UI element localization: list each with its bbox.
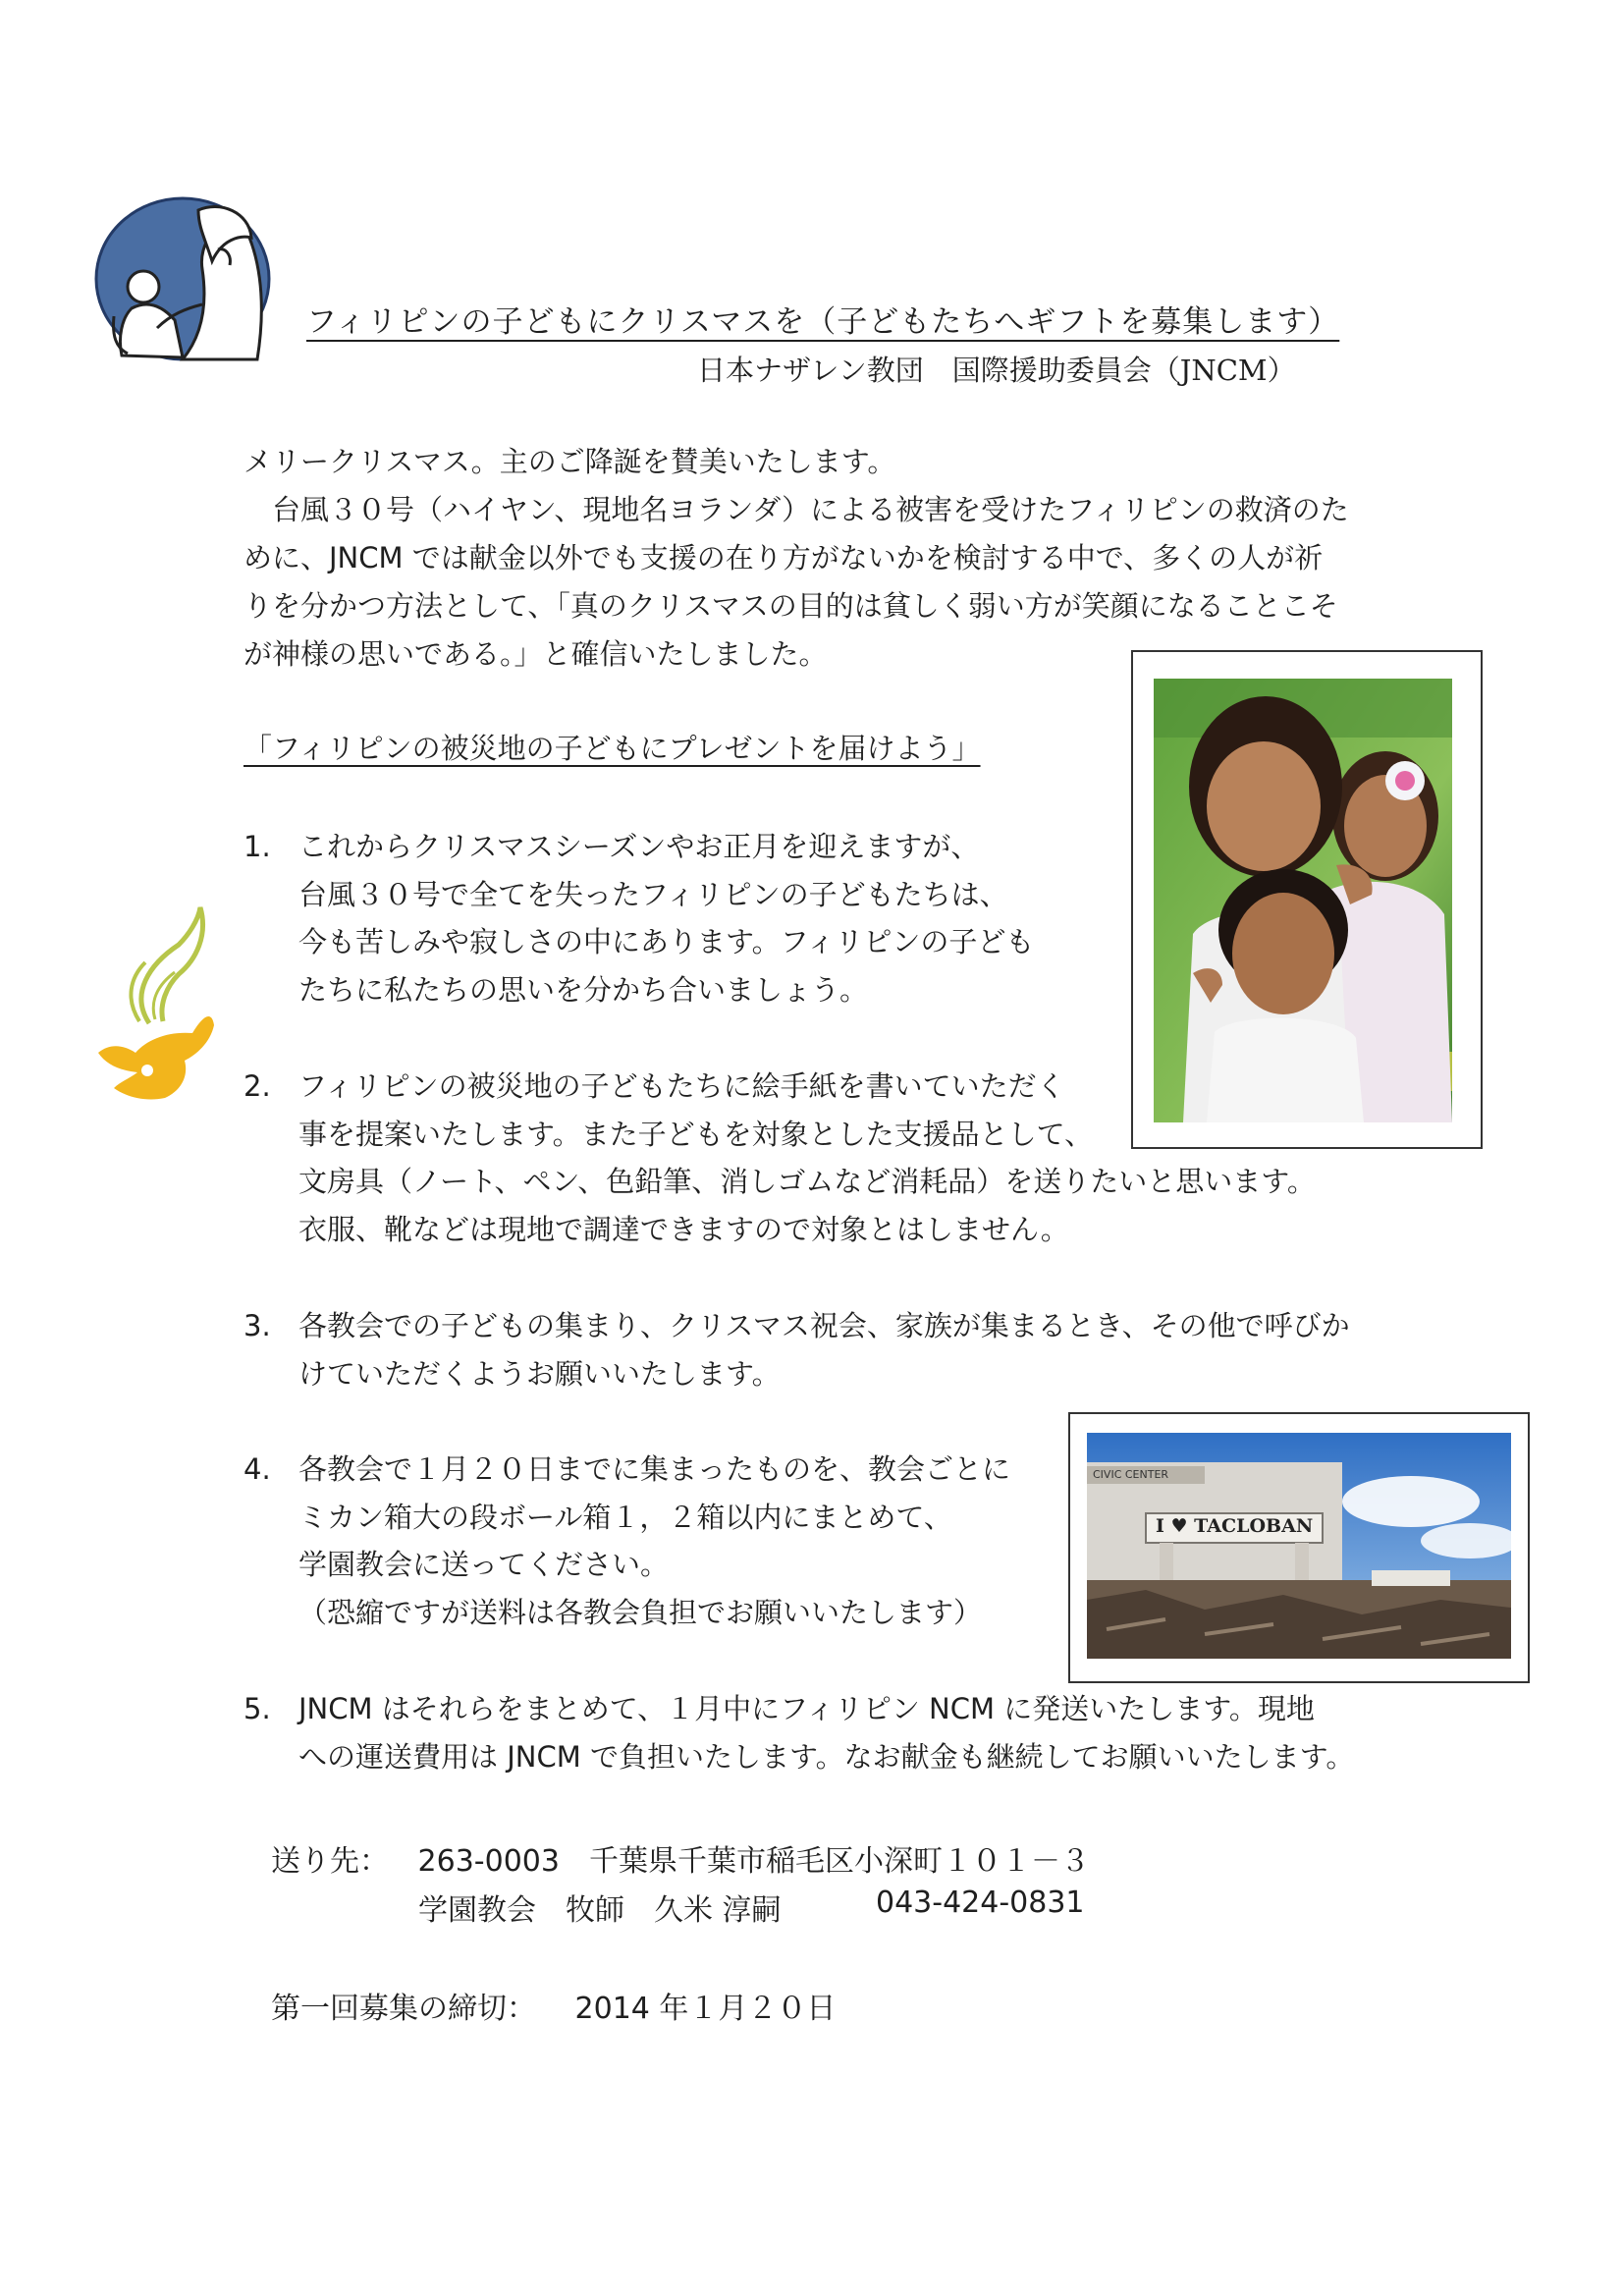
item-line: 各教会で１月２０日までに集まったものを、教会ごとに (298, 1452, 1011, 1486)
intro-line: りを分かつ方法として、「真のクリスマスの目的は貧しく弱い方が笑顔になることこそ (243, 589, 1338, 623)
item-line: 事を提案いたします。また子どもを対象とした支援品として、 (298, 1117, 1094, 1151)
deadline-date: 2014 年１月２０日 (574, 1992, 837, 2026)
item-number: 2. (243, 1069, 271, 1103)
tacloban-photo (1087, 1433, 1511, 1659)
list-item (243, 1685, 1354, 1780)
children-photo-frame (1131, 650, 1483, 1149)
intro-line: 台風３０号（ハイヤン、現地名ヨランダ）による被害を受けたフィリピンの救済のた (243, 493, 1349, 526)
intro-paragraph (243, 438, 1349, 679)
item-line: （恐縮ですが送料は各教会負担でお願いいたします） (298, 1595, 983, 1629)
item-line: フィリピンの被災地の子どもたちに絵手紙を書いていただく (298, 1069, 1065, 1103)
section-heading: 「フィリピンの被災地の子どもにプレゼントを届けよう」 (243, 732, 981, 765)
item-line: への運送費用は JNCM で負担いたします。なお献金も継続してお願いいたします。 (298, 1739, 1355, 1774)
organization-name: 日本ナザレン教団 国際援助委員会（JNCM） (697, 354, 1296, 387)
item-line: 今も苦しみや寂しさの中にあります。フィリピンの子ども (298, 925, 1035, 958)
item-number: 4. (243, 1452, 271, 1486)
item-line: 台風３０号で全てを失ったフィリピンの子どもたちは、 (298, 877, 1008, 911)
phone-number: 043-424-0831 (876, 1886, 1085, 1920)
intro-line: が神様の思いである。」と確信いたしました。 (243, 637, 828, 671)
deadline-label: 第一回募集の締切： (271, 1992, 536, 2026)
address-church: 学園教会 牧師 久米 淳嗣 (418, 1893, 782, 1928)
item-line: 学園教会に送ってください。 (298, 1548, 670, 1581)
item-line: ミカン箱大の段ボール箱１，２箱以内にまとめて、 (298, 1500, 952, 1534)
address-line: 263-0003 千葉県千葉市稲毛区小深町１０１－３ (417, 1844, 1090, 1879)
address-label: 送り先： (271, 1844, 389, 1879)
tacloban-photo-frame (1068, 1412, 1530, 1683)
deadline (271, 1984, 836, 2027)
intro-line: めに、JNCM では献金以外でも支援の在り方がないかを検討する中で、多くの人が祈 (243, 541, 1324, 574)
item-line: これからクリスマスシーズンやお正月を迎えますが、 (298, 830, 980, 863)
civic-center-sign: CIVIC CENTER (1093, 1468, 1169, 1481)
mother-child-logo-icon (92, 191, 279, 363)
list-item (243, 1302, 1350, 1397)
item-line: 衣服、靴などは現地で調達できますので対象とはしません。 (298, 1212, 1069, 1246)
item-line: たちに私たちの思いを分かち合いましょう。 (298, 972, 869, 1007)
children-photo (1154, 679, 1452, 1122)
item-line: JNCM はそれらをまとめて、１月中にフィリピン NCM に発送いたします。現地 (298, 1692, 1315, 1725)
item-number: 1. (243, 830, 271, 863)
page-title: フィリピンの子どもにクリスマスを（子どもたちへギフトを募集します） (306, 304, 1340, 340)
list-item (243, 1446, 1010, 1636)
item-number: 5. (243, 1692, 271, 1725)
list-item (243, 823, 1034, 1013)
item-line: 各教会での子どもの集まり、クリスマス祝会、家族が集まるとき、その他で呼びか (298, 1309, 1350, 1342)
item-line: けていただくようお願いいたします。 (298, 1356, 781, 1391)
tacloban-sign: I ♥ TACLOBAN (1156, 1515, 1314, 1537)
item-line: 文房具（ノート、ペン、色鉛筆、消しゴムなど消耗品）を送りたいと思います。 (298, 1165, 1316, 1198)
intro-line: メリークリスマス。主のご降誕を賛美いたします。 (243, 445, 896, 478)
dove-flame-icon (90, 905, 218, 1102)
item-number: 3. (243, 1309, 271, 1342)
address-block (271, 1836, 1090, 1880)
